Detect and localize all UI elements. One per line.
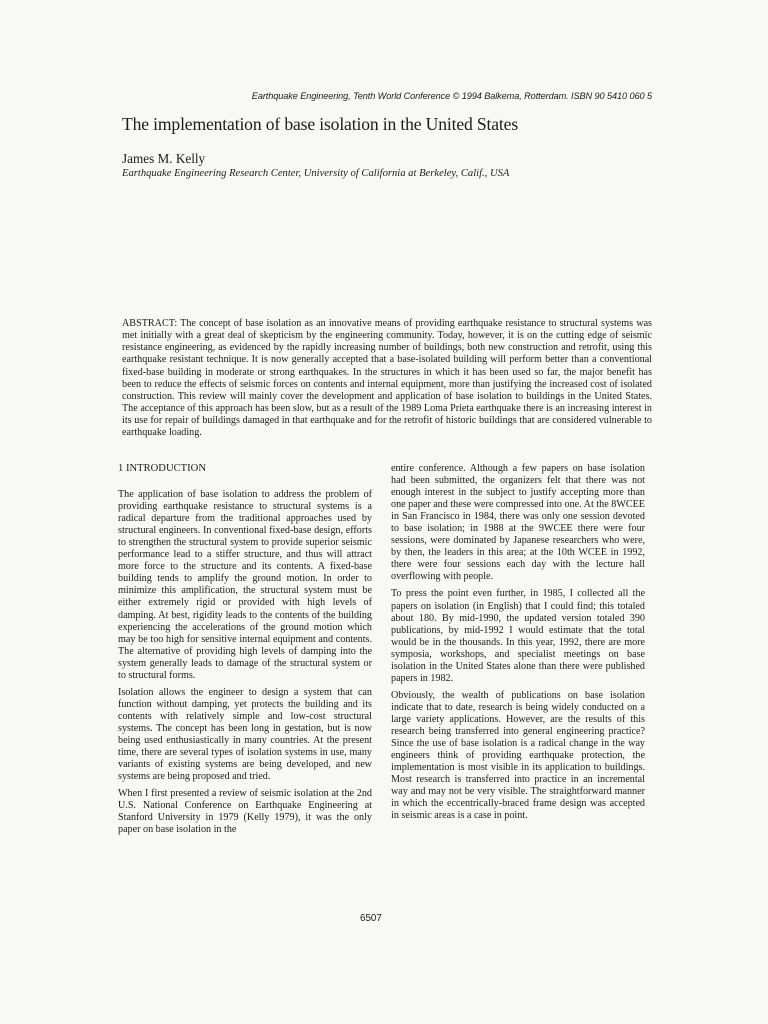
body-paragraph: entire conference. Although a few papers on base isolation had been submitted, the organizers felt that there was not enough interest in the subject to justify accepting more than one paper and these were compressed into one. At the 8WCEE in San Francisco in 1984, there was only one session devoted to base isolation; in 1988 at the 9WCEE there were four sessions, were dominated by Japanese researchers who were, by then, the leaders in this area; at the 10th WCEE in 1992, there were four sessions each day with the lecture hall overflowing with people. [391,463,645,583]
body-paragraph: Obviously, the wealth of publications on base isolation indicate that to date, research is being widely conducted on a large variety applications. However, are the results of this research being transferred into general engineering practice? Since the use of base isolation is a radical change in the way engineers think of providing earthquake protection, the implementation is most visible in its application to buildings. Most research is transferred into practice in an incremental way and may not be very visible. The straightforward manner in which the eccentrically-braced frame design was accepted in seismic areas is a case in point. [391,689,645,822]
body-paragraph: The application of base isolation to address the problem of providing earthquake resistance to structural systems is a radical departure from the traditional approaches used by structural engineers. In conventional fixed-base design, efforts to strengthen the structural system to provide superior seismic performance lead to a stiffer structure, and thus will attract more force to the structure and its contents. A fixed-base building tends to amplify the ground motion. In order to minimize this amplification, the structural system must be either extremely rigid or provided with high levels of damping. At best, rigidity leads to the contents of the building experiencing the accelerations of the ground motion which may be too high for sensitive internal equipment and contents. The alternative of providing high levels of damping into the system generally leads to damage of the structural system or to structural forms. [118,489,372,681]
body-paragraph: When I first presented a review of seismic isolation at the 2nd U.S. National Conference on Earthquake Engineering at Stanford University in 1979 (Kelly 1979), it was the only paper on base isolation in the [118,788,372,836]
paper-title: The implementation of base isolation in the United States [122,114,519,134]
page-number: 6507 [360,913,382,924]
author-affiliation: Earthquake Engineering Research Center, University of California at Berkeley, Calif., USA [122,168,510,179]
abstract: ABSTRACT: The concept of base isolation as an innovative means of providing earthquake resistance to structural systems was met initially with a great deal of skepticism by the engineering community. Today, however, it is on the cutting edge of seismic resistance engineering, as evidenced by the rapidly increasing number of buildings, both new construction and retrofit, using this earthquake resistant technique. It is now generally accepted that a base-isolated building will perform better than a conventional fixed-base building in moderate or strong earthquakes. In the structures in which it has been used so far, the major benefit has been to reduce the effects of seismic forces on contents and internal equipment, more than justifying the increased cost of isolated construction. This review will mainly cover the development and application of base isolation to buildings in the United States. The acceptance of this approach has been slow, but as a result of the 1989 Loma Prieta earthquake there is an increasing interest in its use for repair of buildings damaged in that earthquake and for the retrofit of historic buildings that are considered vulnerable to earthquake loading. [122,318,652,439]
right-column [391,463,645,827]
citation-header: Earthquake Engineering, Tenth World Conference © 1994 Balkema, Rotterdam. ISBN 90 5410 060 5 [251,91,652,101]
body-paragraph: To press the point even further, in 1985, I collected all the papers on isolation (in English) that I could find; this totaled about 180. By mid-1990, the updated version totaled 390 publications, by mid-1992 I would estimate that the total would be in the thousands. In this year, 1992, there are more symposia, workshops, and specialist meetings on base isolation in the United States alone than there were published papers in 1982. [391,588,645,684]
section-heading: 1 INTRODUCTION [118,463,206,474]
left-column [118,463,372,841]
body-paragraph: Isolation allows the engineer to design a system that can function without damping, yet protects the building and its contents with relatively simple and low-cost structural systems. The concept has been long in gestation, but is now being used enthusiastically in many countries. At the present time, there are several types of isolation systems in use, many variants of existing systems are being developed, and new systems are being proposed and tried. [118,686,372,783]
author-name: James M. Kelly [122,151,206,166]
